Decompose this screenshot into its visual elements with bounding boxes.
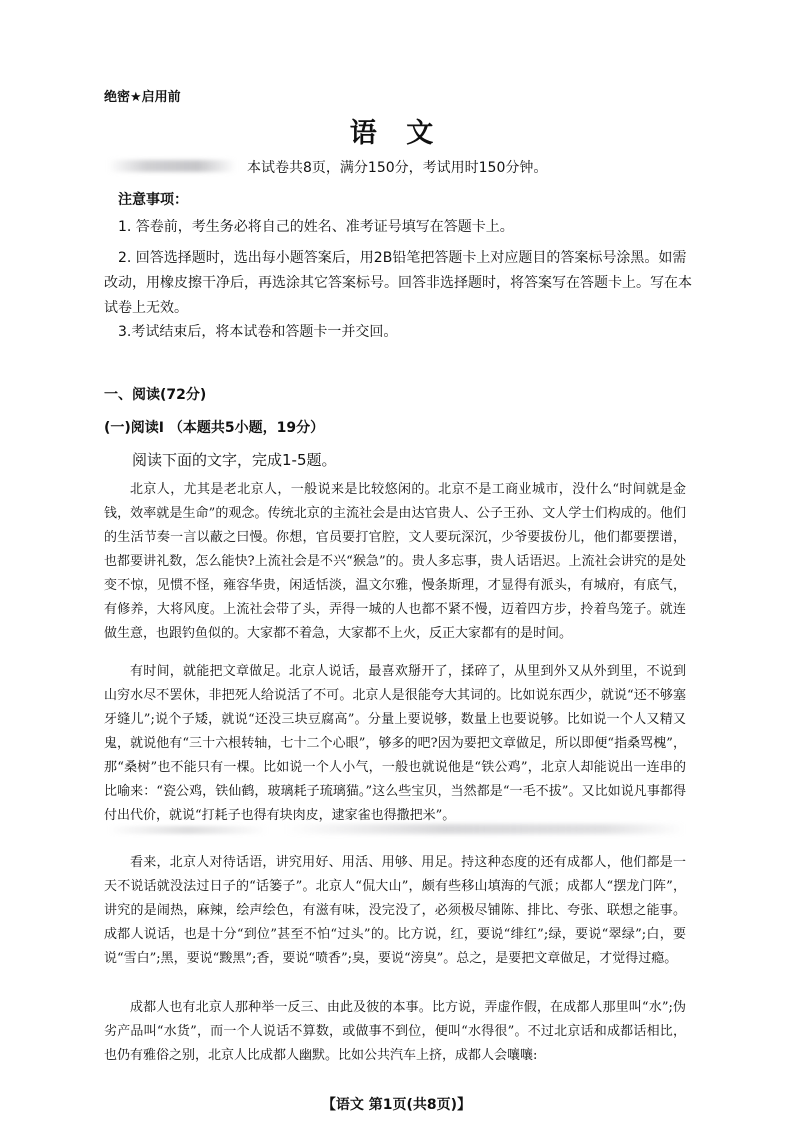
page-footer: 【语文 第1页(共8页)】: [321, 1097, 472, 1113]
section-heading: 一、阅读(72分): [104, 387, 207, 403]
confidential-label: 绝密★启用前: [104, 90, 181, 105]
bleed-through-text: [108, 826, 268, 834]
exam-info: 本试卷共8页，满分150分，考试用时150分钟。: [247, 160, 548, 176]
reading-instruction: 阅读下面的文字，完成1-5题。: [132, 451, 337, 469]
notice-item: 3.考试结束后，将本试卷和答题卡一并交回。: [118, 324, 398, 340]
passage-paragraph: 北京人，尤其是老北京人，一般说来是比较悠闲的。北京不是工商业城市，没什么“时间就是金钱，效率就是生命”的观念。传统北京的主流社会是由达官贵人、公子王孙、文人学士们构成的。他们的生活节奏一言以蔽之曰慢。你想，官员要打官腔，文人要玩深沉，少爷要拔份儿，他们都要摆谱，也都要讲礼数，怎么能快?上流社会是不兴“猴急”的。贵人多忘事，贵人话语迟。上流社会讲究的是处变不惊，见惯不怪，雍容华贵，闲适恬淡，温文尔雅，慢条斯理，才显得有派头，有城府，有底气，有修养，大将风度。上流社会带了头，弄得一城的人也都不紧不慢，迈着四方步，拎着鸟笼子。就连做生意，也跟钓鱼似的。大家都不着急，大家都不上火，反正大家都有的是时间。: [104, 482, 686, 641]
bleed-through-text: [285, 824, 685, 834]
passage-paragraph: 成都人也有北京人那种举一反三、由此及彼的本事。比方说，弄虚作假，在成都人那里叫“水”;伪劣产品叫“水货”，而一个人说话不算数，或做事不到位，便叫“水得很”。不过北京话和成都话相比，也仍有雅俗之别，北京人比成都人幽默。比如公共汽车上挤，成都人会嚷嚷:: [104, 1000, 686, 1063]
notice-heading: 注意事项：: [118, 192, 188, 208]
subsection-heading: (一)阅读I （本题共5小题，19分）: [104, 420, 325, 436]
notice-item: 1. 答卷前，考生务必将自己的姓名、准考证号填写在答题卡上。: [118, 219, 514, 235]
redacted-text: [108, 160, 236, 172]
notice-item: 2. 回答选择题时，选出每小题答案后，用2B铅笔把答题卡上对应题目的答案标号涂黑。如需改动，用橡皮擦干净后，再选涂其它答案标号。回答非选择题时，将答案写在答题卡上。写在本试卷上无效。: [104, 250, 692, 316]
page-title: 语 文: [349, 118, 444, 149]
passage-paragraph: 看来，北京人对待话语，讲究用好、用活、用够、用足。持这种态度的还有成都人，他们都是一天不说话就没法过日子的“话篓子”。北京人“侃大山”，颇有些移山填海的气派；成都人“摆龙门阵”，讲究的是闹热，麻辣，绘声绘色，有滋有味，没完没了，必须极尽铺陈、排比、夸张、联想之能事。成都人说话，也是十分“到位”甚至不怕“过头”的。比方说，红，要说“绯红”;绿，要说“翠绿”;白，要说“雪白”;黑，要说“黢黑”;香，要说“喷香”;臭，要说“滂臭”。总之，是要把文章做足，才觉得过瘾。: [104, 855, 686, 966]
passage-paragraph: 有时间，就能把文章做足。北京人说话，最喜欢掰开了，揉碎了，从里到外又从外到里，不说到山穷水尽不罢休，非把死人给说活了不可。北京人是很能夸大其词的。比如说东西少，就说“还不够塞牙缝儿”;说个子矮，就说“还没三块豆腐高”。分量上要说够，数量上也要说够。比如说一个人又精又鬼，就说他有“三十六根转轴，七十二个心眼”，够多的吧?因为要把文章做足，所以即便“指桑骂槐”，那“桑树”也不能只有一棵。比如说一个人小气，一般也就说他是“铁公鸡”，北京人却能说出一连串的比喻来：“瓷公鸡，铁仙鹤，玻璃耗子琉璃猫。”这么些宝贝，当然都是“一毛不拔”。又比如说凡事都得付出代价，就说“打耗子也得有块肉皮，逮家雀也得撒把米”。: [104, 664, 686, 823]
